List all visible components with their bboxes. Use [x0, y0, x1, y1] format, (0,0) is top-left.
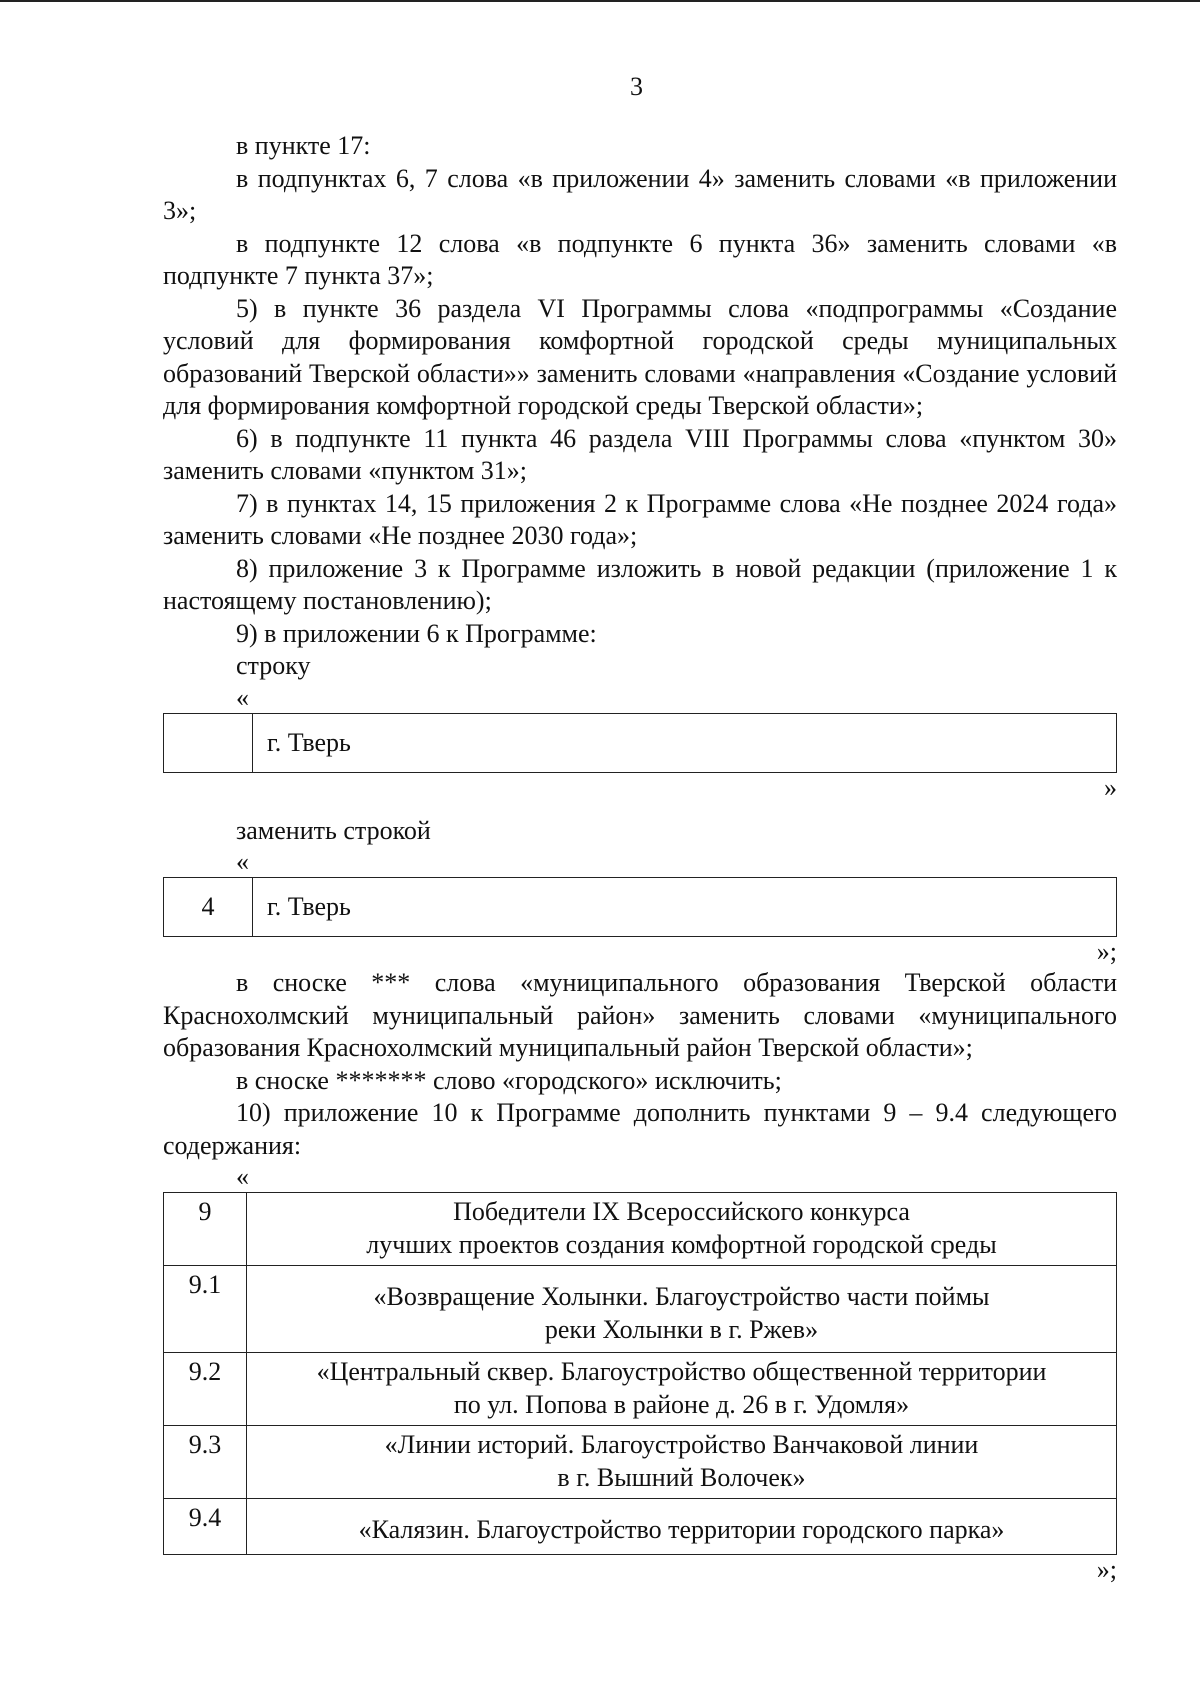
opening-quote: «: [236, 1162, 249, 1191]
paragraph: строку: [236, 651, 311, 680]
row-text-line: «Возвращение Холынки. Благоустройство части поймы: [373, 1282, 990, 1311]
top-border-line: [0, 0, 1200, 2]
paragraph: 7) в пунктах 14, 15 приложения 2 к Программе слова «Не позднее 2024 года» заменить словами «Не позднее 2030 года»;: [163, 488, 1117, 550]
row-text-line: «Линии историй. Благоустройство Ванчаковой линии: [384, 1430, 979, 1459]
paragraph: в подпунктах 6, 7 слова «в приложении 4» заменить словами «в приложении 3»;: [163, 163, 1117, 225]
row-text-cell: [247, 1193, 1117, 1266]
paragraph: 5) в пункте 36 раздела VI Программы слова «подпрограммы «Создание условий для формирования комфортной городской среды муниципальных образований Тверской области»» заменить словами «направления «Создание условий для формирования комфортной городской среды Тверской области»;: [163, 293, 1117, 420]
row-number-cell: 9.2: [164, 1353, 247, 1426]
row-text-cell: [247, 1426, 1117, 1499]
opening-quote: «: [236, 682, 249, 712]
document-body: [163, 130, 1117, 1585]
table-row: [164, 1426, 1117, 1499]
new-row-table: [163, 877, 1117, 937]
closing-quote: »: [1104, 772, 1117, 802]
opening-quote: «: [236, 847, 249, 876]
table-row: [164, 1266, 1117, 1353]
row-number-cell: 9.4: [164, 1499, 247, 1555]
row-text-line: по ул. Попова в районе д. 26 в г. Удомля»: [453, 1390, 910, 1419]
old-row-table: [163, 713, 1117, 773]
paragraph: 9) в приложении 6 к Программе:: [236, 618, 597, 648]
row-text-cell: г. Тверь: [253, 713, 1117, 772]
page-number: 3: [630, 72, 643, 101]
row-text-cell: г. Тверь: [253, 878, 1117, 937]
row-text-cell: [247, 1266, 1117, 1353]
closing-quote: »;: [1096, 1555, 1117, 1584]
row-text-cell: [247, 1499, 1117, 1555]
paragraph: в сноске ******* слово «городского» исключить;: [236, 1065, 782, 1095]
paragraph: 10) приложение 10 к Программе дополнить пунктами 9 – 9.4 следующего содержания:: [163, 1098, 1117, 1160]
paragraph: 8) приложение 3 к Программе изложить в новой редакции (приложение 1 к настоящему постановлению);: [163, 553, 1117, 615]
paragraph: в подпункте 12 слова «в подпункте 6 пункта 36» заменить словами «в подпункте 7 пункта 37»;: [163, 228, 1117, 290]
row-text-line: лучших проектов создания комфортной городской среды: [366, 1230, 997, 1259]
row-number-cell: 9.3: [164, 1426, 247, 1499]
row-text-line: Победители IX Всероссийского конкурса: [453, 1197, 910, 1226]
row-number-cell: 9: [164, 1193, 247, 1266]
row-text-cell: [247, 1353, 1117, 1426]
table-row: [164, 1193, 1117, 1266]
closing-quote: »;: [1096, 937, 1117, 966]
row-text-line: реки Холынки в г. Ржев»: [544, 1315, 819, 1344]
table-row: [164, 713, 1117, 772]
paragraph: 6) в подпункте 11 пункта 46 раздела VIII Программы слова «пунктом 30» заменить словами «пунктом 31»;: [163, 423, 1117, 485]
row-number-cell: 9.1: [164, 1266, 247, 1353]
row-text-line: «Калязин. Благоустройство территории городского парка»: [358, 1515, 1005, 1544]
row-text-line: «Центральный сквер. Благоустройство общественной территории: [316, 1357, 1047, 1386]
paragraph: в пункте 17:: [236, 131, 371, 160]
winners-table: [163, 1192, 1117, 1555]
table-row: [164, 1499, 1117, 1555]
row-number-cell: 4: [164, 878, 253, 937]
table-row: [164, 878, 1117, 937]
paragraph: заменить строкой: [236, 815, 431, 845]
row-text-line: в г. Вышний Волочек»: [557, 1463, 806, 1492]
table-row: [164, 1353, 1117, 1426]
row-number-cell: [164, 713, 253, 772]
paragraph: в сноске *** слова «муниципального образования Тверской области Краснохолмский муниципальный район» заменить словами «муниципального образования Краснохолмский муниципальный район Тверской области»;: [163, 968, 1117, 1062]
